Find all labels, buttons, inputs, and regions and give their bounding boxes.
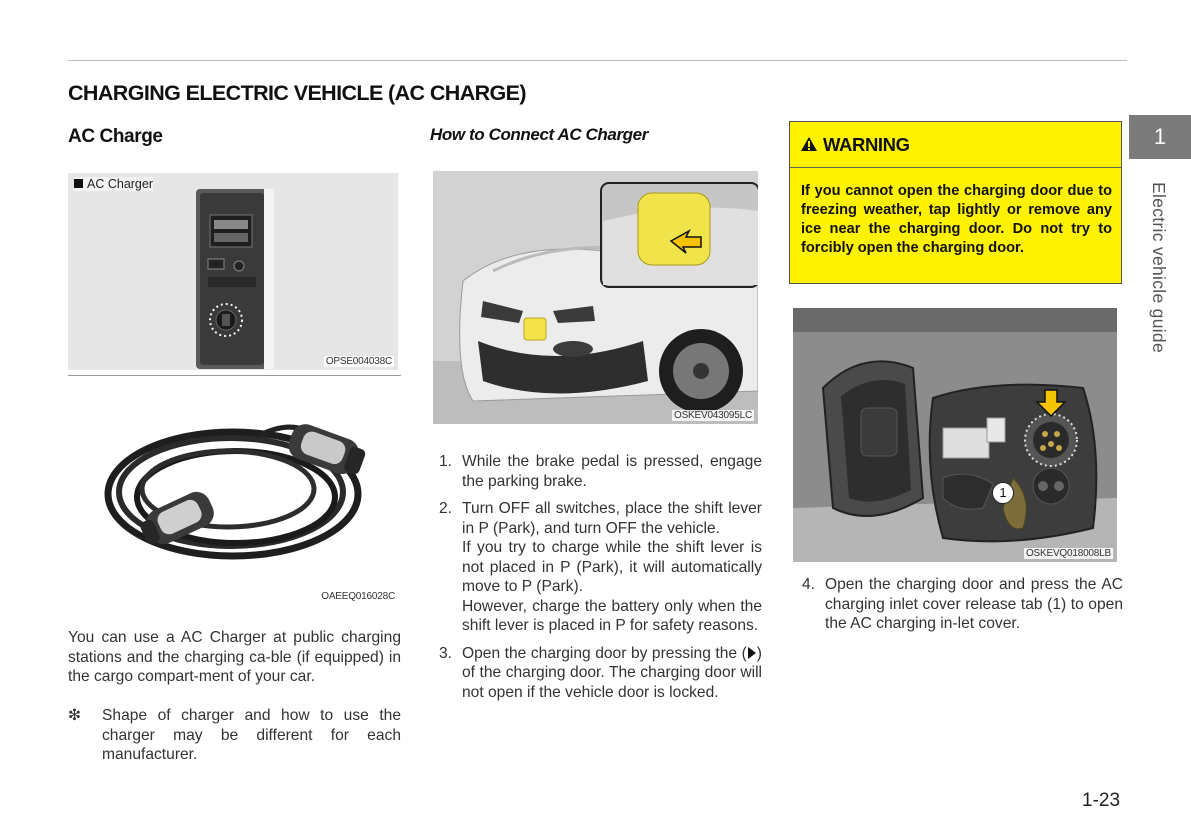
step-number: 2. xyxy=(439,500,453,517)
chapter-title-vertical: Electric vehicle guide xyxy=(1149,182,1169,353)
step-text-extra: However, charge the battery only when the shift lever is placed in P for safety reasons. xyxy=(462,597,762,634)
note-asterisk-icon: ❇ xyxy=(68,707,82,724)
step-text: Open the charging door and press the AC charging inlet cover release tab (1) to open the AC charging in-let cover. xyxy=(825,576,1123,632)
step-3 xyxy=(439,644,762,703)
vehicle-charging-door-figure xyxy=(433,171,758,424)
step-number: 4. xyxy=(802,576,816,593)
header-rule xyxy=(68,60,1127,61)
vehicle-front-illustration xyxy=(433,171,758,424)
figure-caption: AC Charger xyxy=(74,177,153,191)
page-number: 1-23 xyxy=(1082,790,1121,811)
triangle-button-icon xyxy=(748,647,756,659)
step-4 xyxy=(802,575,1123,642)
note xyxy=(68,706,401,765)
note-text: Shape of charger and how to use the charger may be different for each manufacturer. xyxy=(102,707,401,763)
warning-box xyxy=(789,121,1122,284)
charging-inlet-illustration xyxy=(793,308,1117,562)
charging-inlet-figure xyxy=(793,308,1117,562)
step-text: Open the charging door by pressing the ( ) of the charging door. The charging door will not open if the vehicle door is locked. xyxy=(462,644,762,701)
step-number: 1. xyxy=(439,453,453,470)
step-number: 3. xyxy=(439,644,453,662)
connect-steps xyxy=(439,452,762,710)
ac-charger-illustration xyxy=(68,173,398,370)
callout-1: 1 xyxy=(992,482,1014,504)
page-title: CHARGING ELECTRIC VEHICLE (AC CHARGE) xyxy=(68,81,526,105)
warning-triangle-icon xyxy=(800,136,818,152)
intro-paragraph: You can use a AC Charger at public charging stations and the charging ca-ble (if equipped) in the cargo compart-ment of your car. xyxy=(68,629,401,685)
chapter-number-tab: 1 xyxy=(1129,115,1191,159)
ac-charger-figure xyxy=(68,173,398,370)
warning-title: WARNING xyxy=(800,134,910,156)
figure-code: OSKEVQ018008LB xyxy=(1025,548,1111,559)
step-text: While the brake pedal is pressed, engage the parking brake. xyxy=(462,453,762,490)
figure-code: OPSE004038C xyxy=(325,356,392,367)
section-heading-connect: How to Connect AC Charger xyxy=(430,125,648,144)
charging-cable-illustration xyxy=(68,376,401,605)
square-bullet-icon xyxy=(74,179,83,188)
step-text-extra: If you try to charge while the shift lever is not placed in P (Park), it will automatically move to P (Park). xyxy=(462,539,762,595)
figure-code: OSKEV043095LC xyxy=(673,410,752,421)
step-1 xyxy=(439,452,762,491)
charging-cable-figure xyxy=(68,375,401,605)
warning-text: If you cannot open the charging door due to freezing weather, tap lightly or remove any ice near the charging door. Do not try to forcibly open the charging door. xyxy=(801,183,1112,256)
figure-code: OAEEQ016028C xyxy=(321,591,395,602)
step-text: Turn OFF all switches, place the shift lever in P (Park), and turn OFF the vehicle. xyxy=(462,500,762,537)
warning-divider xyxy=(790,167,1121,168)
section-heading-ac-charge: AC Charge xyxy=(68,126,163,147)
step-2 xyxy=(439,499,762,636)
